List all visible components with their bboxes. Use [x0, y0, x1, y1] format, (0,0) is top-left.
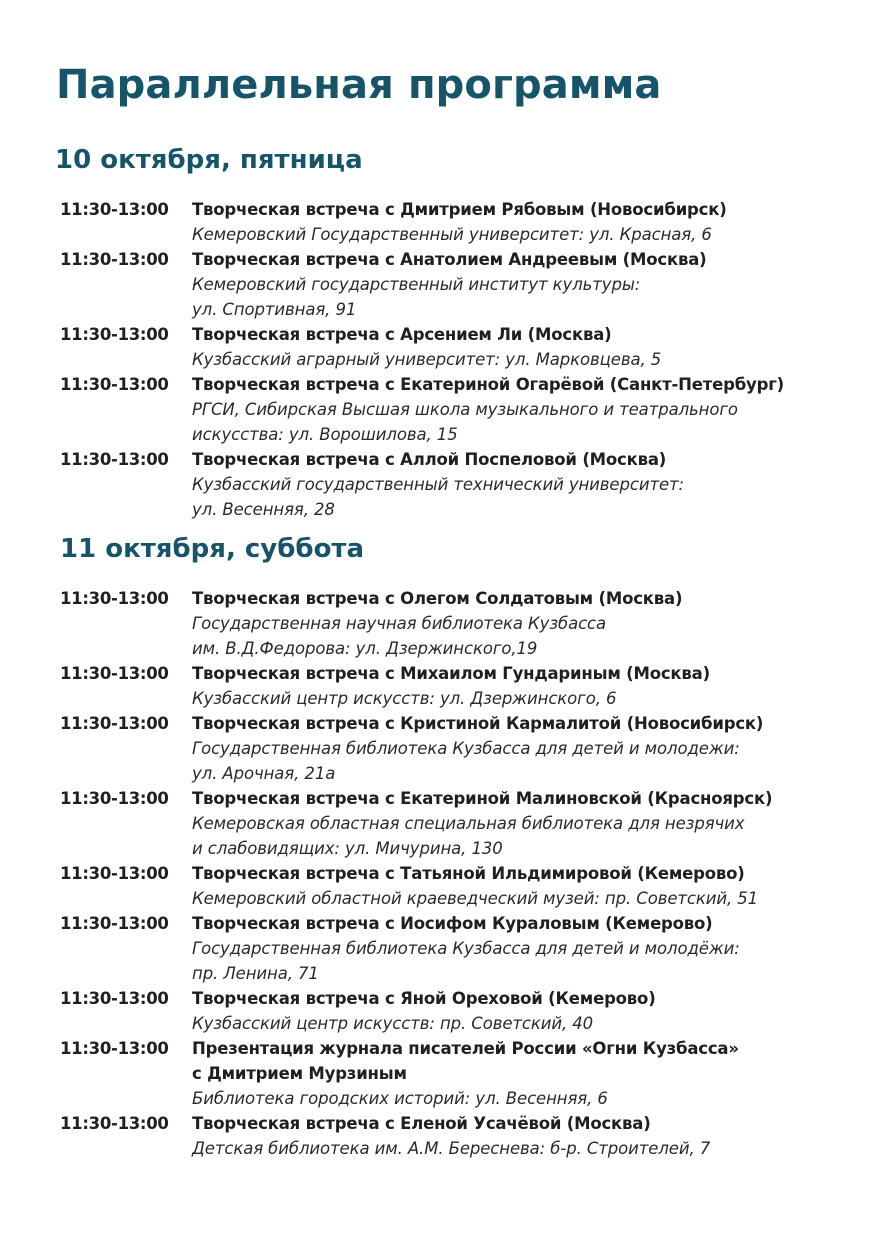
event-item [60, 197, 860, 247]
event-venue-line: ул. Арочная, 21а [192, 764, 336, 783]
day-heading-oct-10: 10 октября, пятница [55, 145, 363, 175]
event-venue-line: ул. Спортивная, 91 [192, 300, 357, 319]
event-venue-line: Кузбасский центр искусств: пр. Советский, 40 [192, 1014, 594, 1033]
event-time: 11:30-13:00 [60, 200, 169, 219]
event-title [192, 661, 860, 686]
event-venue [192, 811, 860, 861]
event-venue [192, 397, 860, 447]
event-venue [192, 936, 860, 986]
event-venue-line: искусства: ул. Ворошилова, 15 [192, 425, 458, 444]
event-venue-line: Государственная библиотека Кузбасса для детей и молодёжи: [192, 939, 740, 958]
event-time: 11:30-13:00 [60, 789, 169, 808]
event-title [192, 197, 860, 222]
event-venue-line: Кемеровский областной краеведческий музей: пр. Советский, 51 [192, 889, 759, 908]
event-info [192, 911, 860, 986]
event-title [192, 1036, 860, 1086]
event-time: 11:30-13:00 [60, 864, 169, 883]
event-venue-line: Детская библиотека им. А.М. Береснева: б-р. Строителей, 7 [192, 1139, 711, 1158]
event-title [192, 911, 860, 936]
event-title [192, 247, 860, 272]
event-venue [192, 736, 860, 786]
event-venue-line: Кемеровская областная специальная библиотека для незрячих [192, 814, 745, 833]
event-title-line: Творческая встреча с Дмитрием Рябовым (Новосибирск) [192, 200, 727, 219]
event-item [60, 447, 860, 522]
event-info [192, 247, 860, 322]
event-title-line: Творческая встреча с Аллой Поспеловой (Москва) [192, 450, 667, 469]
event-title [192, 322, 860, 347]
event-title-line: Творческая встреча с Яной Ореховой (Кемерово) [192, 989, 656, 1008]
event-time: 11:30-13:00 [60, 714, 169, 733]
event-venue [192, 272, 860, 322]
event-item [60, 711, 860, 786]
event-title-line: Творческая встреча с Арсением Ли (Москва) [192, 325, 612, 344]
event-info [192, 372, 860, 447]
event-venue [192, 347, 860, 372]
event-info [192, 1036, 860, 1111]
event-time: 11:30-13:00 [60, 989, 169, 1008]
event-time: 11:30-13:00 [60, 450, 169, 469]
event-item [60, 986, 860, 1036]
event-title-line: Творческая встреча с Еленой Усачёвой (Москва) [192, 1114, 651, 1133]
event-venue-line: Библиотека городских историй: ул. Весенняя, 6 [192, 1089, 608, 1108]
event-time: 11:30-13:00 [60, 375, 169, 394]
event-venue-line: Кемеровский государственный институт культуры: [192, 275, 641, 294]
event-time: 11:30-13:00 [60, 250, 169, 269]
event-venue-line: Кузбасский центр искусств: ул. Дзержинского, 6 [192, 689, 617, 708]
event-venue [192, 472, 860, 522]
event-title [192, 786, 860, 811]
event-time: 11:30-13:00 [60, 1039, 169, 1058]
event-item [60, 322, 860, 372]
event-venue [192, 1011, 860, 1036]
event-info [192, 986, 860, 1036]
event-title [192, 447, 860, 472]
event-title-line: Творческая встреча с Екатериной Огарёвой (Санкт-Петербург) [192, 375, 784, 394]
event-title [192, 372, 860, 397]
event-info [192, 586, 860, 661]
event-item [60, 861, 860, 911]
event-item [60, 586, 860, 661]
event-item [60, 372, 860, 447]
event-title [192, 1111, 860, 1136]
event-time: 11:30-13:00 [60, 325, 169, 344]
event-venue-line: ул. Весенняя, 28 [192, 500, 335, 519]
event-title-line: Творческая встреча с Татьяной Ильдимировой (Кемерово) [192, 864, 745, 883]
event-title [192, 711, 860, 736]
event-item [60, 661, 860, 711]
event-title-line: Творческая встреча с Кристиной Кармалитой (Новосибирск) [192, 714, 764, 733]
event-item [60, 786, 860, 861]
event-time: 11:30-13:00 [60, 1114, 169, 1133]
event-list-oct-11 [60, 586, 860, 1161]
event-title [192, 586, 860, 611]
event-title-line: Творческая встреча с Олегом Солдатовым (Москва) [192, 589, 683, 608]
event-venue-line: Кузбасский государственный технический университет: [192, 475, 684, 494]
day-heading-oct-11: 11 октября, суббота [60, 534, 365, 564]
event-title-line: Презентация журнала писателей России «Огни Кузбасса» [192, 1039, 739, 1058]
event-title-line: Творческая встреча с Иосифом Кураловым (Кемерово) [192, 914, 713, 933]
event-title-line: Творческая встреча с Анатолием Андреевым (Москва) [192, 250, 707, 269]
event-time: 11:30-13:00 [60, 664, 169, 683]
event-venue-line: Государственная научная библиотека Кузбасса [192, 614, 607, 633]
event-item [60, 1111, 860, 1161]
event-title-line: Творческая встреча с Екатериной Малиновской (Красноярск) [192, 789, 773, 808]
event-info [192, 861, 860, 911]
event-info [192, 1111, 860, 1161]
event-item [60, 1036, 860, 1111]
event-venue-line: и слабовидящих: ул. Мичурина, 130 [192, 839, 503, 858]
event-item [60, 247, 860, 322]
event-title [192, 986, 860, 1011]
event-info [192, 661, 860, 711]
event-venue [192, 886, 860, 911]
event-title [192, 861, 860, 886]
event-info [192, 711, 860, 786]
event-venue [192, 1136, 860, 1161]
event-item [60, 911, 860, 986]
event-info [192, 786, 860, 861]
event-venue [192, 222, 860, 247]
event-venue-line: Кемеровский Государственный университет: ул. Красная, 6 [192, 225, 712, 244]
event-venue-line: Кузбасский аграрный университет: ул. Марковцева, 5 [192, 350, 662, 369]
event-time: 11:30-13:00 [60, 914, 169, 933]
event-time: 11:30-13:00 [60, 589, 169, 608]
event-venue-line: им. В.Д.Федорова: ул. Дзержинского,19 [192, 639, 538, 658]
event-list-oct-10 [60, 197, 860, 522]
event-info [192, 447, 860, 522]
event-venue-line: пр. Ленина, 71 [192, 964, 319, 983]
event-info [192, 322, 860, 372]
page-title: Параллельная программа [56, 62, 662, 108]
event-title-line: Творческая встреча с Михаилом Гундариным (Москва) [192, 664, 710, 683]
event-venue [192, 611, 860, 661]
event-venue-line: РГСИ, Сибирская Высшая школа музыкального и театрального [192, 400, 738, 419]
event-title-line: с Дмитрием Мурзиным [192, 1064, 407, 1083]
event-info [192, 197, 860, 247]
event-venue [192, 1086, 860, 1111]
event-venue-line: Государственная библиотека Кузбасса для детей и молодежи: [192, 739, 740, 758]
event-venue [192, 686, 860, 711]
